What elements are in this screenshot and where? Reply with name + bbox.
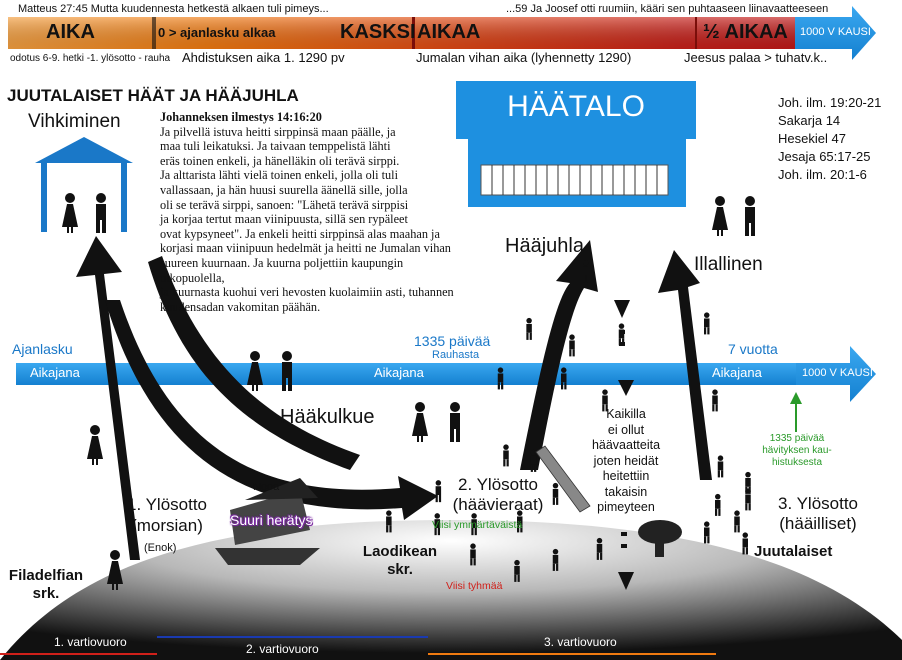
laodikean-label bbox=[362, 543, 438, 579]
top-ref-right: ...59 Ja Joosef otti ruumiin, kääri sen puhtaaseen liinavaatteeseen bbox=[506, 3, 829, 15]
scripture-refs bbox=[778, 94, 881, 184]
days-1335-label: 1335 päivää bbox=[414, 333, 491, 349]
kaksi-label: KASKSI bbox=[340, 21, 416, 43]
watch-2: 2. vartiovuoro bbox=[246, 642, 319, 656]
ajanlasku-alkaa: 0 > ajanlasku alkaa bbox=[158, 25, 276, 40]
scripture-line: vallassaan, ja hän huusi suurella äänellä sille, jolla bbox=[160, 182, 408, 197]
kaikilla-line: Kaikilla bbox=[606, 407, 646, 421]
nooa-label: Nooa bbox=[253, 481, 280, 493]
vihan-aika-text: Jumalan vihan aika (lyhennetty 1290) bbox=[416, 50, 632, 65]
kaikilla-line: heitettiin bbox=[602, 469, 650, 483]
vihkiminen-label: Vihkiminen bbox=[28, 111, 121, 132]
filadelfian-line-1: Filadelfian bbox=[8, 567, 84, 584]
illallinen-label: Illallinen bbox=[694, 254, 763, 275]
ylosotto-2-subtitle: (häävieraat) bbox=[452, 495, 544, 514]
filadelfian-line-2: srk. bbox=[32, 585, 60, 602]
scripture-line: kuudensadan vakomitan päähän. bbox=[160, 299, 321, 314]
half-aikaa-label: ½ AIKAA bbox=[703, 21, 788, 43]
scripture-heading: Johanneksen ilmestys 14:16:20 bbox=[160, 110, 322, 124]
ylosotto-1-title: 1. Ylösotto bbox=[126, 495, 208, 514]
scripture-line: ja korjaa tertut maan viinipuusta, sillä sen rypäleet bbox=[160, 212, 408, 227]
scripture-line: Ja alttarista lähti vielä toinen enkeli, jolla oli tuli bbox=[160, 168, 399, 183]
aikaa-label: AIKAA bbox=[417, 21, 481, 43]
havitys-line: histuksesta bbox=[771, 457, 823, 468]
viisi-tyhmaa: Viisi tyhmää bbox=[446, 580, 503, 592]
kaikilla-line: takaisin bbox=[604, 484, 648, 499]
aikajana-2: Aikajana bbox=[374, 365, 424, 380]
rauhasta-label: Rauhasta bbox=[432, 349, 480, 361]
kaikilla-line: ei ollut bbox=[607, 422, 645, 437]
ahdistus-text: Ahdistuksen aika 1. 1290 pv bbox=[182, 50, 345, 65]
kaikilla-line: häävaatteita bbox=[591, 438, 661, 452]
suuri-heratys-label: Suuri herätys bbox=[230, 512, 313, 528]
scripture-line: maa tuli leikatuksi. Ja taivaan temppelistä lähti bbox=[160, 139, 391, 154]
viisi-ymmartavaista: Viisi ymmärtäväistä bbox=[432, 519, 523, 531]
watch-1: 1. vartiovuoro bbox=[54, 635, 127, 649]
ylosotto-3-subtitle: (hääilliset) bbox=[779, 514, 857, 533]
top-ref-left: Matteus 27:45 Mutta kuudennesta hetkestä alkaen tuli pimeys... bbox=[18, 3, 329, 15]
ajanlasku-label: Ajanlasku bbox=[12, 341, 73, 357]
scripture-line: oli se terävä sirppi, sanoen: "Lähetä terävä sirppisi bbox=[160, 197, 409, 212]
scripture-line: korjasi maan viinipuun hedelmät ja heitti ne Jumalan vihan bbox=[160, 241, 451, 256]
haakulkue-label: Hääkulkue bbox=[280, 406, 375, 428]
laodikean-line-2: skr. bbox=[387, 561, 413, 578]
scripture-ref: Joh. ilm. 19:20-21 bbox=[778, 95, 882, 110]
havitys-line: hävityksen kau- bbox=[762, 445, 832, 456]
haatalo-title: HÄÄTALO bbox=[507, 90, 645, 123]
scripture-block bbox=[160, 110, 460, 314]
enok-label: (Enok) bbox=[144, 542, 177, 554]
filadelfian-label bbox=[4, 567, 88, 603]
kausi-label-mid: 1000 V KAUSI bbox=[802, 367, 873, 379]
kaikilla-line: pimeyteen bbox=[597, 500, 655, 514]
scripture-text bbox=[160, 125, 460, 315]
ylosotto-3-title: 3. Ylösotto bbox=[777, 494, 859, 513]
scripture-ref: Hesekiel 47 bbox=[778, 131, 846, 146]
juutalaiset-label: Juutalaiset bbox=[754, 543, 833, 560]
main-title: JUUTALAISET HÄÄT JA HÄÄJUHLA bbox=[7, 86, 299, 105]
scripture-ref: Sakarja 14 bbox=[778, 113, 841, 128]
ylosotto-2 bbox=[440, 475, 556, 515]
havitys-text bbox=[754, 433, 840, 469]
scripture-ref: Joh. ilm. 20:1-6 bbox=[778, 167, 867, 182]
ylosotto-1-subtitle: (morsian) bbox=[131, 516, 203, 535]
laodikean-line-1: Laodikean bbox=[362, 543, 438, 560]
aikajana-3: Aikajana bbox=[712, 365, 762, 380]
ylosotto-1 bbox=[112, 494, 222, 536]
ylosotto-2-title: 2. Ylösotto bbox=[457, 475, 539, 494]
ylosotto-3 bbox=[762, 494, 874, 534]
kausi-label-top: 1000 V KAUSI bbox=[800, 26, 871, 38]
kaikilla-text bbox=[588, 407, 664, 516]
havitys-line: 1335 päivää bbox=[769, 433, 825, 444]
scripture-line: ovat kypsyneet". Ja enkeli heitti sirppinsä alas maahan ja bbox=[160, 226, 440, 241]
kaikilla-line: joten heidät bbox=[593, 453, 659, 468]
scripture-line: suureen kuurnaan. Ja kuurna poljettiin kaupungin ulkopuolella, bbox=[160, 255, 404, 285]
aika-label: AIKA bbox=[46, 21, 95, 43]
odotus-text: odotus 6-9. hetki -1. ylösotto - rauha bbox=[10, 53, 171, 64]
scripture-line: eräs toinen enkeli, ja hänelläkin oli terävä sirppi. bbox=[160, 153, 400, 168]
jeesus-palaa-text: Jeesus palaa > tuhatv.k.. bbox=[684, 50, 828, 65]
watch-3: 3. vartiovuoro bbox=[544, 635, 617, 649]
scripture-line: ja kuurnasta kuohui veri hevosten kuolaimiin asti, tuhannen bbox=[160, 285, 454, 300]
haajuhla-label: Hääjuhla bbox=[505, 235, 584, 257]
scripture-ref: Jesaja 65:17-25 bbox=[778, 149, 871, 164]
seven-years-label: 7 vuotta bbox=[728, 341, 778, 357]
scripture-line: Ja pilvellä istuva heitti sirppinsä maan päälle, ja bbox=[160, 124, 396, 139]
aikajana-1: Aikajana bbox=[30, 365, 80, 380]
